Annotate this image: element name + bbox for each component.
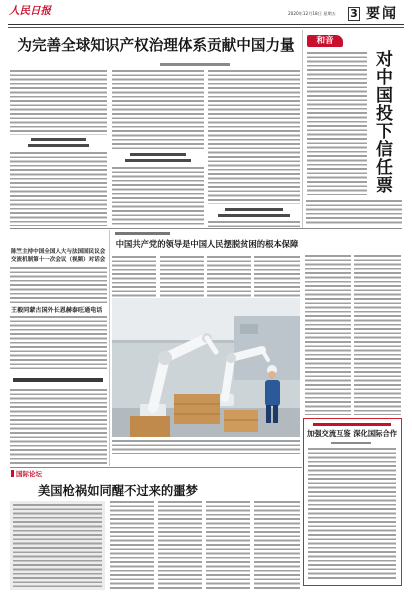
boxed-article[interactable] — [303, 418, 402, 586]
body-text-lines — [112, 167, 204, 226]
brief-article[interactable] — [10, 374, 108, 466]
lead-article[interactable] — [10, 30, 302, 228]
section-title: 要闻 — [366, 6, 398, 22]
body-text-lines — [10, 316, 107, 369]
column-label-text: 国际论坛 — [16, 470, 42, 478]
feature-kicker — [115, 232, 170, 235]
section-rule — [10, 228, 402, 229]
body-text-lines — [306, 200, 402, 226]
newspaper-logo[interactable]: 人民日报 — [9, 5, 51, 17]
body-text-lines — [307, 52, 367, 195]
brief-article[interactable] — [10, 305, 108, 371]
body-text-lines — [305, 255, 351, 415]
body-text-lines — [112, 70, 204, 150]
brief-headline-lines — [13, 378, 103, 382]
brief-headline: 陈竺主持中国全国人大与法国国民议会交流机制第十一次会议（视频）对话会 — [11, 249, 106, 263]
section-subhead — [130, 153, 186, 156]
commentary-article[interactable] — [304, 30, 402, 228]
lead-headline: 为完善全球知识产权治理体系贡献中国力量 — [17, 37, 295, 54]
column-label-heyin: 和音 — [307, 35, 343, 47]
brief-article[interactable] — [10, 245, 108, 305]
boxed-headline: 加强交流互鉴 深化国际合作 — [306, 429, 398, 438]
body-text-lines — [254, 501, 300, 590]
issue-date: 2020年12月18日 星期五 — [288, 11, 336, 16]
masthead-rule-thin — [8, 27, 404, 28]
body-text-lines — [254, 256, 300, 297]
forum-headline: 美国枪祸如同醒不过来的噩梦 — [38, 484, 198, 498]
body-text-lines — [13, 504, 102, 587]
column-label-forum — [11, 470, 42, 478]
body-text-lines — [10, 70, 107, 135]
section-subhead — [125, 159, 191, 162]
column-marker-icon — [11, 470, 14, 477]
shaded-text-box — [10, 501, 105, 590]
page-number: 3 — [348, 7, 360, 21]
section-subhead — [28, 144, 89, 147]
section-subhead — [225, 208, 283, 211]
photo-caption-lines — [112, 440, 300, 454]
factory-robot-photo — [112, 298, 300, 437]
section-subhead — [218, 214, 290, 217]
lead-byline — [160, 63, 230, 66]
body-text-lines — [110, 501, 154, 590]
body-text-lines — [207, 256, 251, 297]
body-text-lines — [208, 70, 300, 204]
masthead-rule — [8, 24, 404, 25]
body-text-lines — [158, 501, 202, 590]
section-rule — [10, 467, 302, 468]
body-text-lines — [10, 389, 107, 464]
body-text-lines — [354, 255, 401, 415]
body-text-lines — [160, 256, 204, 297]
news-photo[interactable] — [112, 298, 300, 456]
section-subhead — [31, 138, 86, 141]
brief-headline: 王毅同蒙古国外长恩赫泰旺通电话 — [11, 307, 103, 314]
commentary-headline: 对中国投下信任票 — [372, 50, 392, 194]
body-text-lines — [10, 152, 107, 226]
column-divider — [109, 230, 110, 466]
body-text-lines — [208, 221, 300, 227]
boxed-byline — [331, 442, 371, 444]
forum-article[interactable] — [10, 469, 302, 591]
body-text-lines — [10, 267, 107, 303]
feature-headline: 中国共产党的领导是中国人民摆脱贫困的根本保障 — [115, 239, 299, 249]
body-text-lines — [112, 256, 156, 297]
column-divider — [302, 30, 303, 228]
boxed-kicker — [313, 423, 391, 426]
body-text-lines — [308, 448, 396, 580]
body-text-lines — [206, 501, 250, 590]
